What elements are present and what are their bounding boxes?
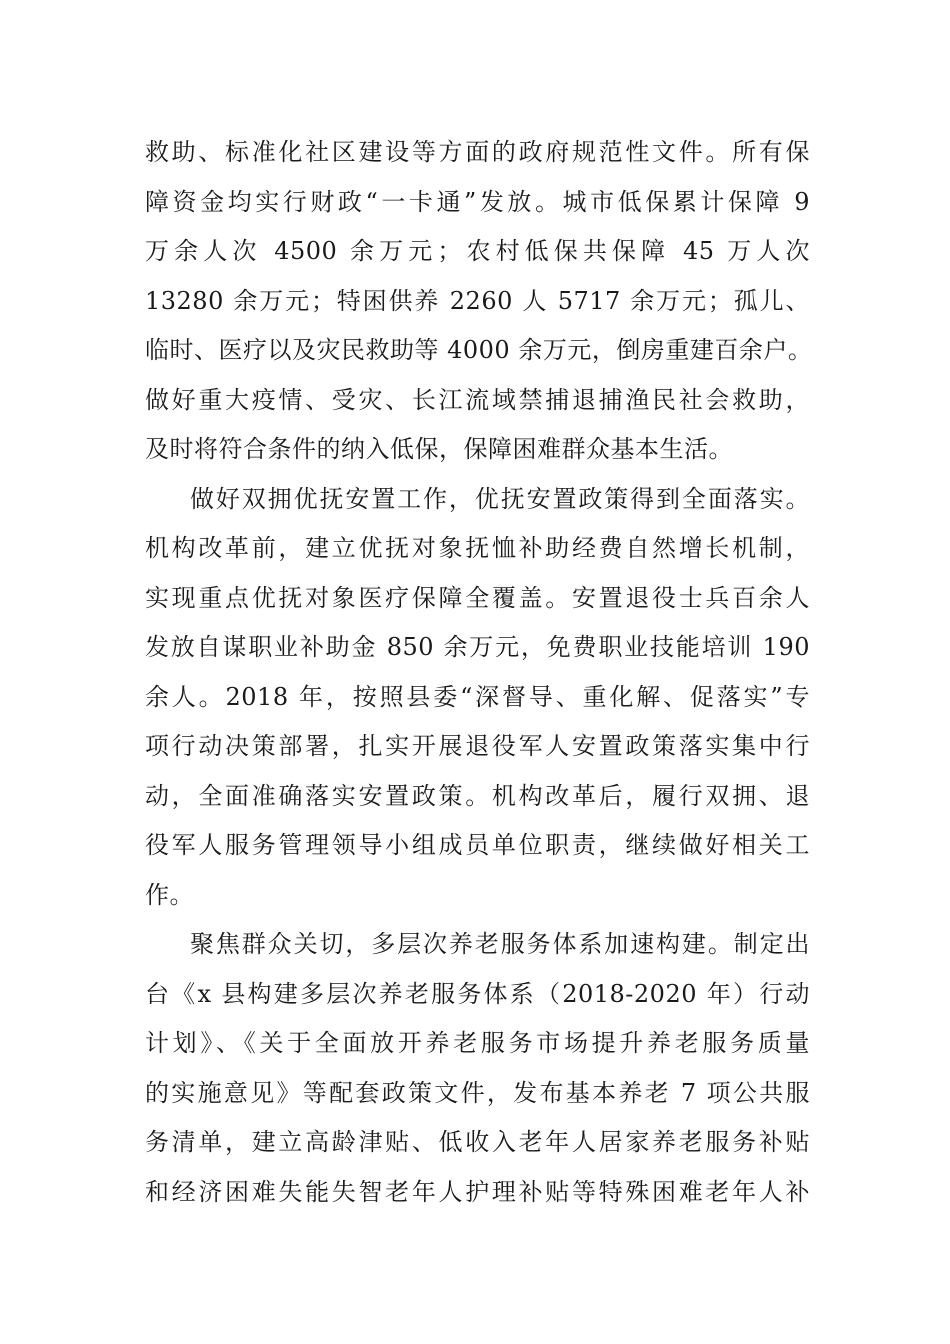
text-line: 聚焦群众关切，多层次养老服务体系加速构建。制定出 (190, 930, 810, 958)
body-text (145, 128, 813, 1217)
text-line: 发放自谋职业补助金 850 余万元，免费职业技能培训 190 (145, 633, 810, 661)
text-line: 临时、医疗以及灾民救助等 4000 余万元，倒房重建百余户。 (145, 336, 813, 364)
text-line: 机构改革前，建立优抚对象抚恤补助经费自然增长机制， (145, 534, 810, 562)
text-line: 余人。2018 年，按照县委“深督导、重化解、促落实”专 (145, 682, 810, 711)
text-line: 万余人次 4500 余万元；农村低保共保障 45 万人次 (145, 237, 810, 265)
text-line: 作。 (145, 880, 194, 909)
text-line: 做好重大疫情、受灾、长江流域禁捕退捕渔民社会救助， (145, 385, 810, 414)
text-line: 障资金均实行财政“一卡通”发放。城市低保累计保障 9 (145, 187, 810, 216)
text-line: 役军人服务管理领导小组成员单位职责，继续做好相关工 (145, 831, 810, 859)
text-line: 计划》、《关于全面放开养老服务市场提升养老服务质量 (145, 1029, 810, 1057)
text-line: 及时将符合条件的纳入低保，保障困难群众基本生活。 (145, 435, 733, 463)
paragraph-p2 (145, 475, 810, 921)
text-line: 和经济困难失能失智老年人护理补贴等特殊困难老年人补 (145, 1177, 810, 1206)
text-line: 实现重点优抚对象医疗保障全覆盖。安置退役士兵百余人 (145, 583, 810, 612)
text-line: 救助、标准化社区建设等方面的政府规范性文件。所有保 (145, 138, 810, 166)
paragraph-p3 (145, 920, 810, 1217)
text-line: 做好双拥优抚安置工作，优抚安置政策得到全面落实。 (190, 484, 810, 513)
text-line: 台《x 县构建多层次养老服务体系（2018-2020 年）行动 (145, 979, 810, 1008)
text-line: 动，全面准确落实安置政策。机构改革后，履行双拥、退 (145, 781, 810, 810)
text-line: 务清单，建立高龄津贴、低收入老年人居家养老服务补贴 (145, 1128, 810, 1156)
text-line: 项行动决策部署，扎实开展退役军人安置政策落实集中行 (145, 732, 810, 760)
paragraph-p1 (145, 128, 813, 475)
text-line: 的实施意见》等配套政策文件，发布基本养老 7 项公共服 (145, 1078, 810, 1107)
text-line: 13280 余万元；特困供养 2260 人 5717 余万元；孤儿、 (145, 286, 810, 315)
